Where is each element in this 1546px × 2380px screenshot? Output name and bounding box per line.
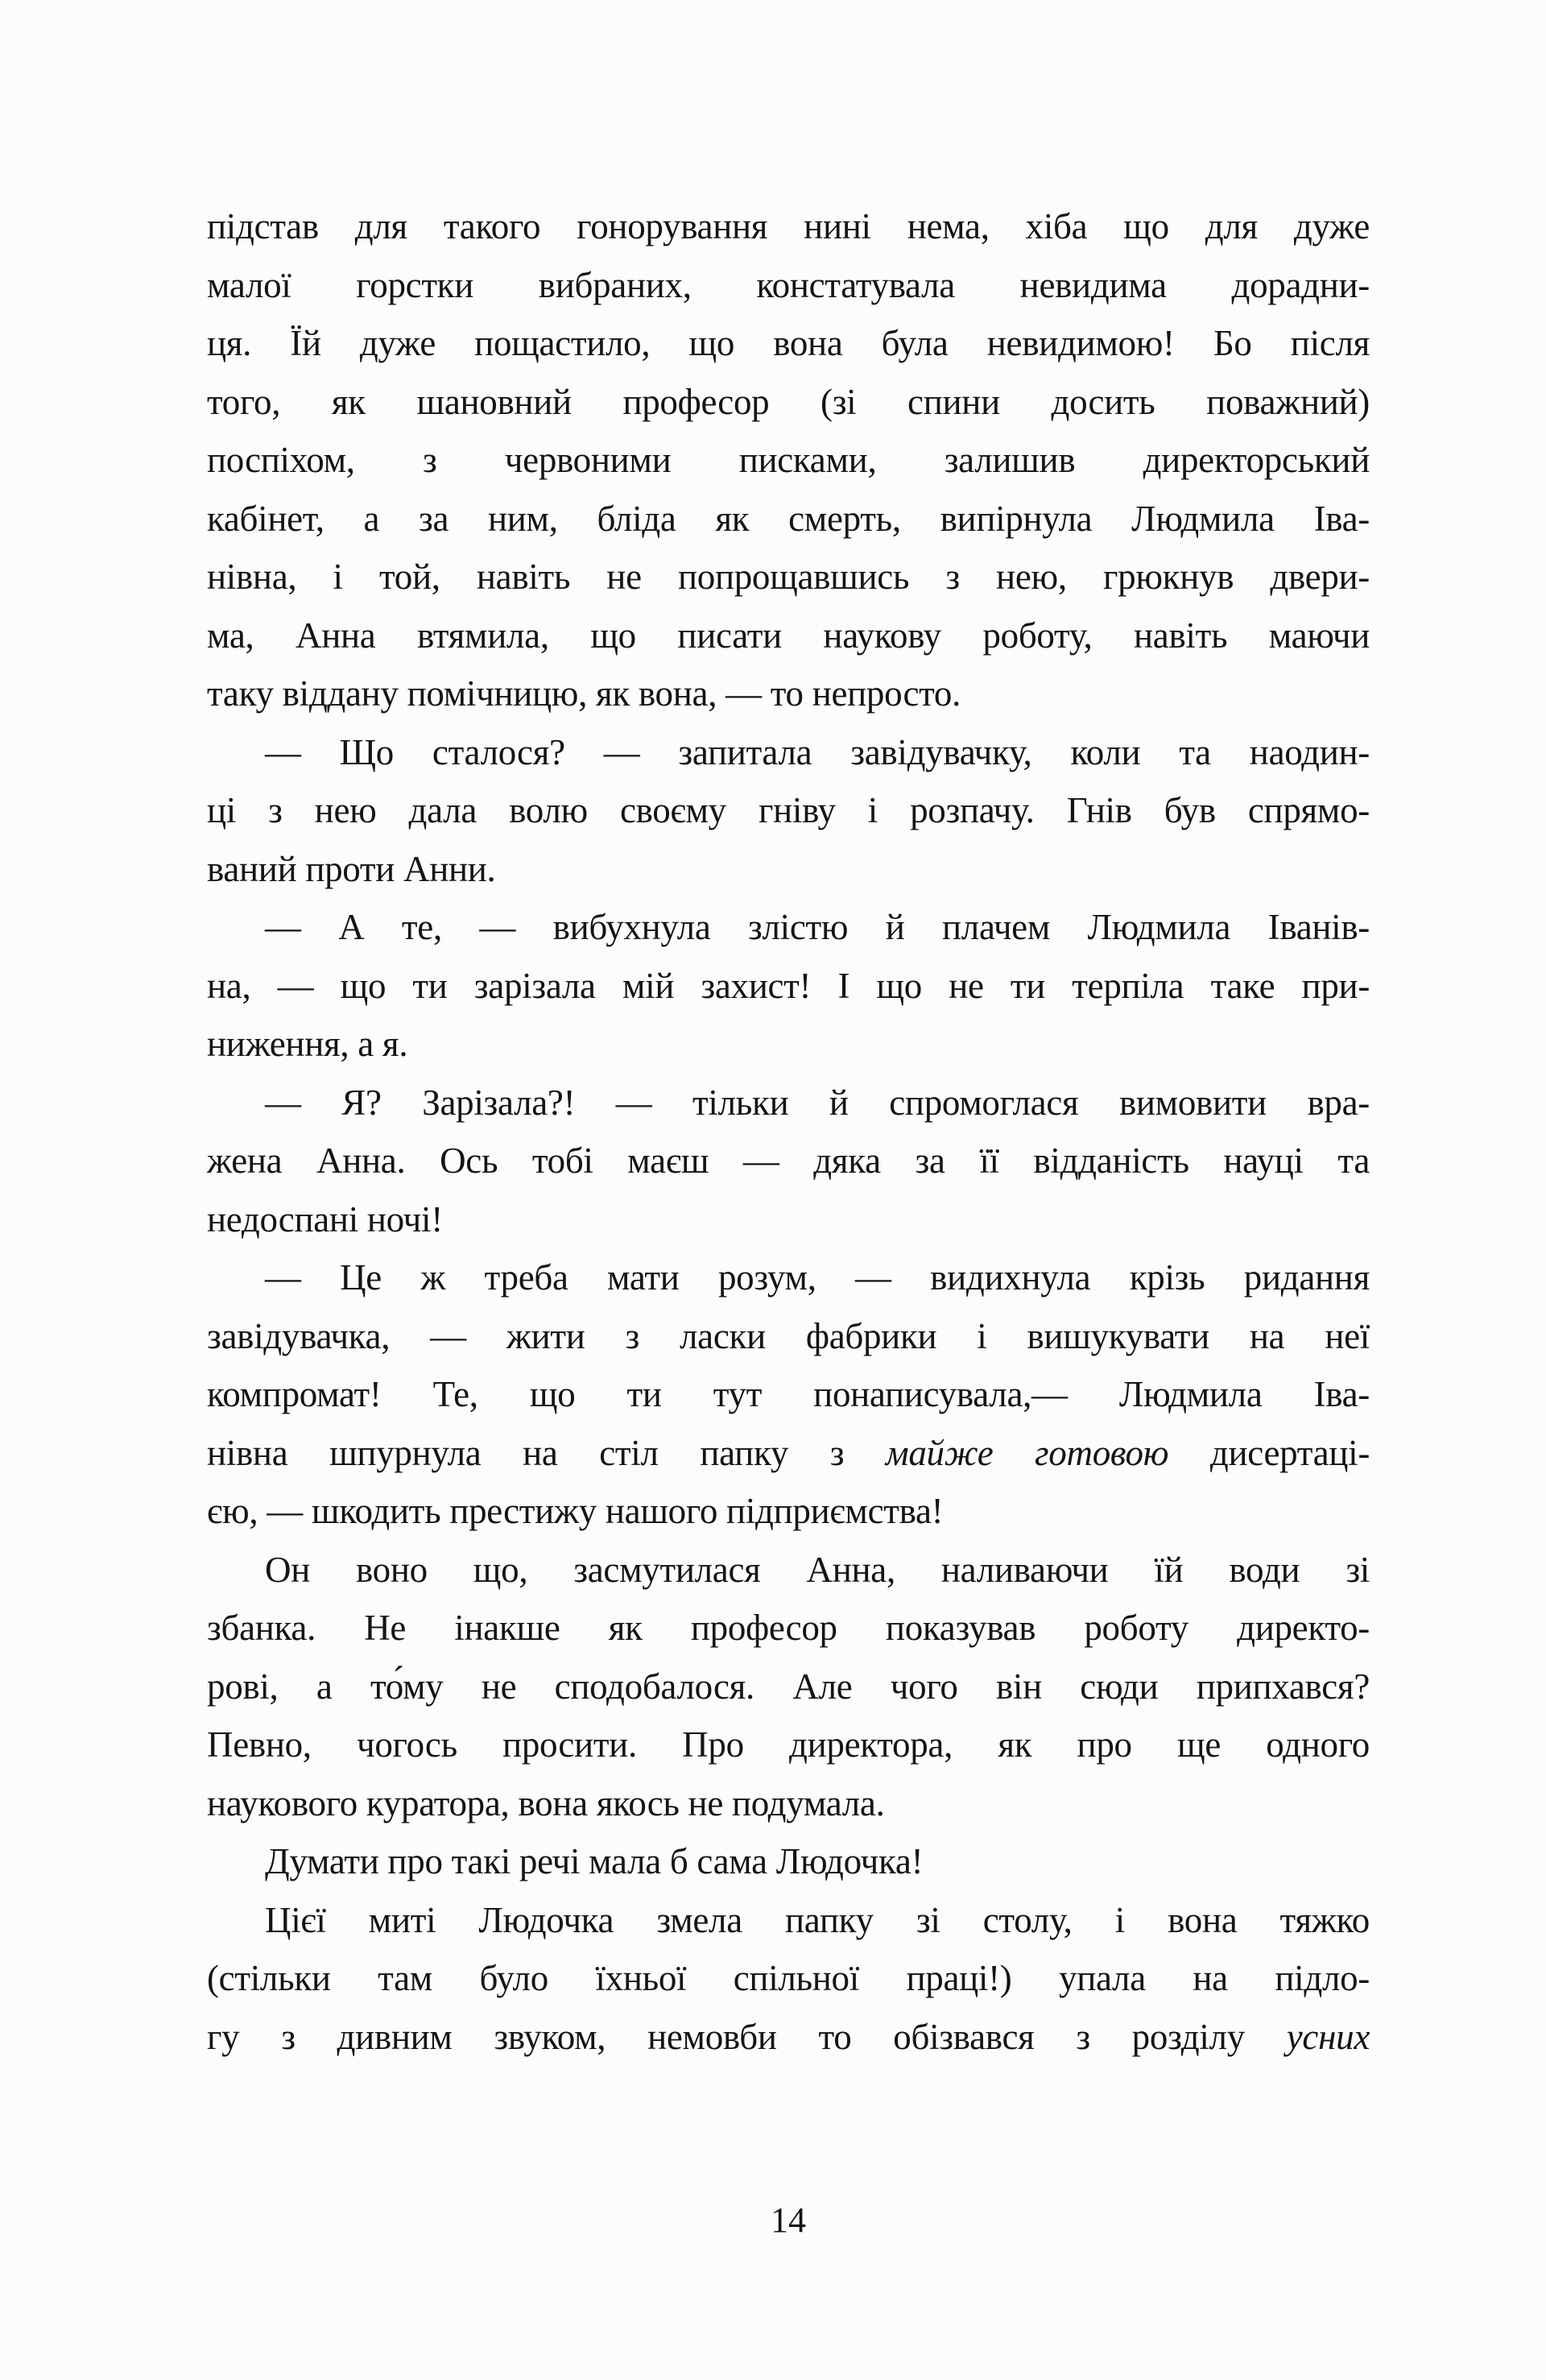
text-line xyxy=(207,2008,1370,2067)
paragraph xyxy=(207,1891,1370,2067)
text-segment: Цієї миті Людочка змела папку зі столу, і вона тяжко xyxy=(265,1899,1370,1940)
text-line xyxy=(207,1190,1370,1249)
text-line xyxy=(207,1132,1370,1190)
text-segment: нівна, і той, навіть не попрощавшись з нею, грюкнув двери- xyxy=(207,557,1370,597)
text-segment: рові, а то́му не сподобалося. Але чого він сюди припхався? xyxy=(207,1666,1370,1707)
text-segment: ця. Їй дуже пощастило, що вона була невидимою! Бо після xyxy=(207,323,1370,363)
text-line xyxy=(207,1424,1370,1483)
text-segment: ці з нею дала волю своєму гніву і розпачу. Гнів був спрямо- xyxy=(207,790,1370,830)
text-segment: збанка. Не інакше як професор показував роботу директо- xyxy=(207,1608,1370,1648)
text-line xyxy=(207,1832,1370,1891)
paragraph xyxy=(207,1248,1370,1541)
text-segment: Он воно що, засмутилася Анна, наливаючи їй води зі xyxy=(265,1549,1370,1590)
text-segment: — Це ж треба мати розум, — видихнула крізь ридання xyxy=(265,1257,1370,1298)
text-line xyxy=(207,1891,1370,1950)
italic-text: усних xyxy=(1286,2016,1370,2057)
text-line xyxy=(207,781,1370,840)
text-segment: того, як шановний професор (зі спини досить поважний) xyxy=(207,381,1370,422)
text-segment: кабінет, а за ним, бліда як смерть, випірнула Людмила Іва- xyxy=(207,498,1370,539)
text-segment: гу з дивним звуком, немовби то обізвався з розділу xyxy=(207,2016,1287,2057)
paragraph xyxy=(207,723,1370,899)
text-segment: ниження, а я. xyxy=(207,1024,408,1064)
text-line xyxy=(207,1716,1370,1774)
text-segment: єю, — шкодить престижу нашого підприємства! xyxy=(207,1491,944,1531)
text-line xyxy=(207,898,1370,957)
text-segment: нівна шпурнула на стіл папку з xyxy=(207,1432,886,1473)
text-line xyxy=(207,1658,1370,1716)
text-segment: Певно, чогось просити. Про директора, як про ще одного xyxy=(207,1724,1370,1765)
text-line xyxy=(207,490,1370,548)
text-segment: — Я? Зарізала?! — тільки й спромоглася вимовити вра- xyxy=(265,1082,1370,1123)
text-line xyxy=(207,1949,1370,2008)
text-segment: (стільки там було їхньої спільної праці!) упала на підло- xyxy=(207,1958,1370,1998)
text-line xyxy=(207,1774,1370,1833)
text-segment: недоспані ночі! xyxy=(207,1198,443,1240)
text-segment: малої горстки вибраних, констатувала невидима дорадни- xyxy=(207,264,1370,305)
text-segment: на, — що ти зарізала мій захист! І що не ти терпіла таке при- xyxy=(207,965,1370,1006)
paragraph xyxy=(207,197,1370,723)
text-line xyxy=(207,1248,1370,1307)
text-line xyxy=(207,256,1370,315)
text-line xyxy=(207,664,1370,723)
text-segment: — А те, — вибухнула злістю й плачем Людмила Іванів- xyxy=(265,907,1370,947)
page-text xyxy=(207,197,1370,2066)
paragraph xyxy=(207,898,1370,1074)
text-line xyxy=(207,1599,1370,1658)
text-segment: дисертаці- xyxy=(1168,1432,1370,1473)
text-line xyxy=(207,723,1370,782)
text-segment: — Що сталося? — запитала завідувачку, коли та наодин- xyxy=(265,731,1370,772)
page-number: 14 xyxy=(771,2200,806,2240)
text-line xyxy=(207,840,1370,899)
text-line xyxy=(207,1307,1370,1366)
paragraph xyxy=(207,1074,1370,1249)
text-line xyxy=(207,1365,1370,1424)
text-segment: завідувачка, — жити з ласки фабрики і вишукувати на неї xyxy=(207,1315,1370,1356)
text-segment: підстав для такого гонорування нині нема, хіба що для дуже xyxy=(207,206,1370,246)
italic-text: майже готовою xyxy=(885,1432,1169,1473)
text-line xyxy=(207,957,1370,1016)
text-line xyxy=(207,1074,1370,1132)
text-segment: жена Анна. Ось тобі маєш — дяка за її відданість науці та xyxy=(207,1140,1370,1181)
text-line xyxy=(207,1482,1370,1541)
paragraph xyxy=(207,1832,1370,1891)
text-segment: ма, Анна втямила, що писати наукову роботу, навіть маючи xyxy=(207,615,1370,656)
text-line xyxy=(207,606,1370,665)
text-line xyxy=(207,548,1370,606)
text-line xyxy=(207,373,1370,432)
text-line xyxy=(207,1541,1370,1600)
text-line xyxy=(207,197,1370,256)
text-line xyxy=(207,314,1370,373)
text-segment: Думати про такі речі мала б сама Людочка! xyxy=(265,1841,924,1881)
text-line xyxy=(207,1015,1370,1074)
text-segment: наукового куратора, вона якось не подумала. xyxy=(207,1782,885,1823)
text-line xyxy=(207,431,1370,490)
text-segment: компромат! Те, що ти тут понаписувала,— Людмила Іва- xyxy=(207,1374,1370,1414)
paragraph xyxy=(207,1541,1370,1833)
text-segment: таку віддану помічницю, як вона, — то непросто. xyxy=(207,673,961,714)
text-segment: поспіхом, з червоними писками, залишив директорський xyxy=(207,440,1370,480)
text-segment: ваний проти Анни. xyxy=(207,848,496,889)
